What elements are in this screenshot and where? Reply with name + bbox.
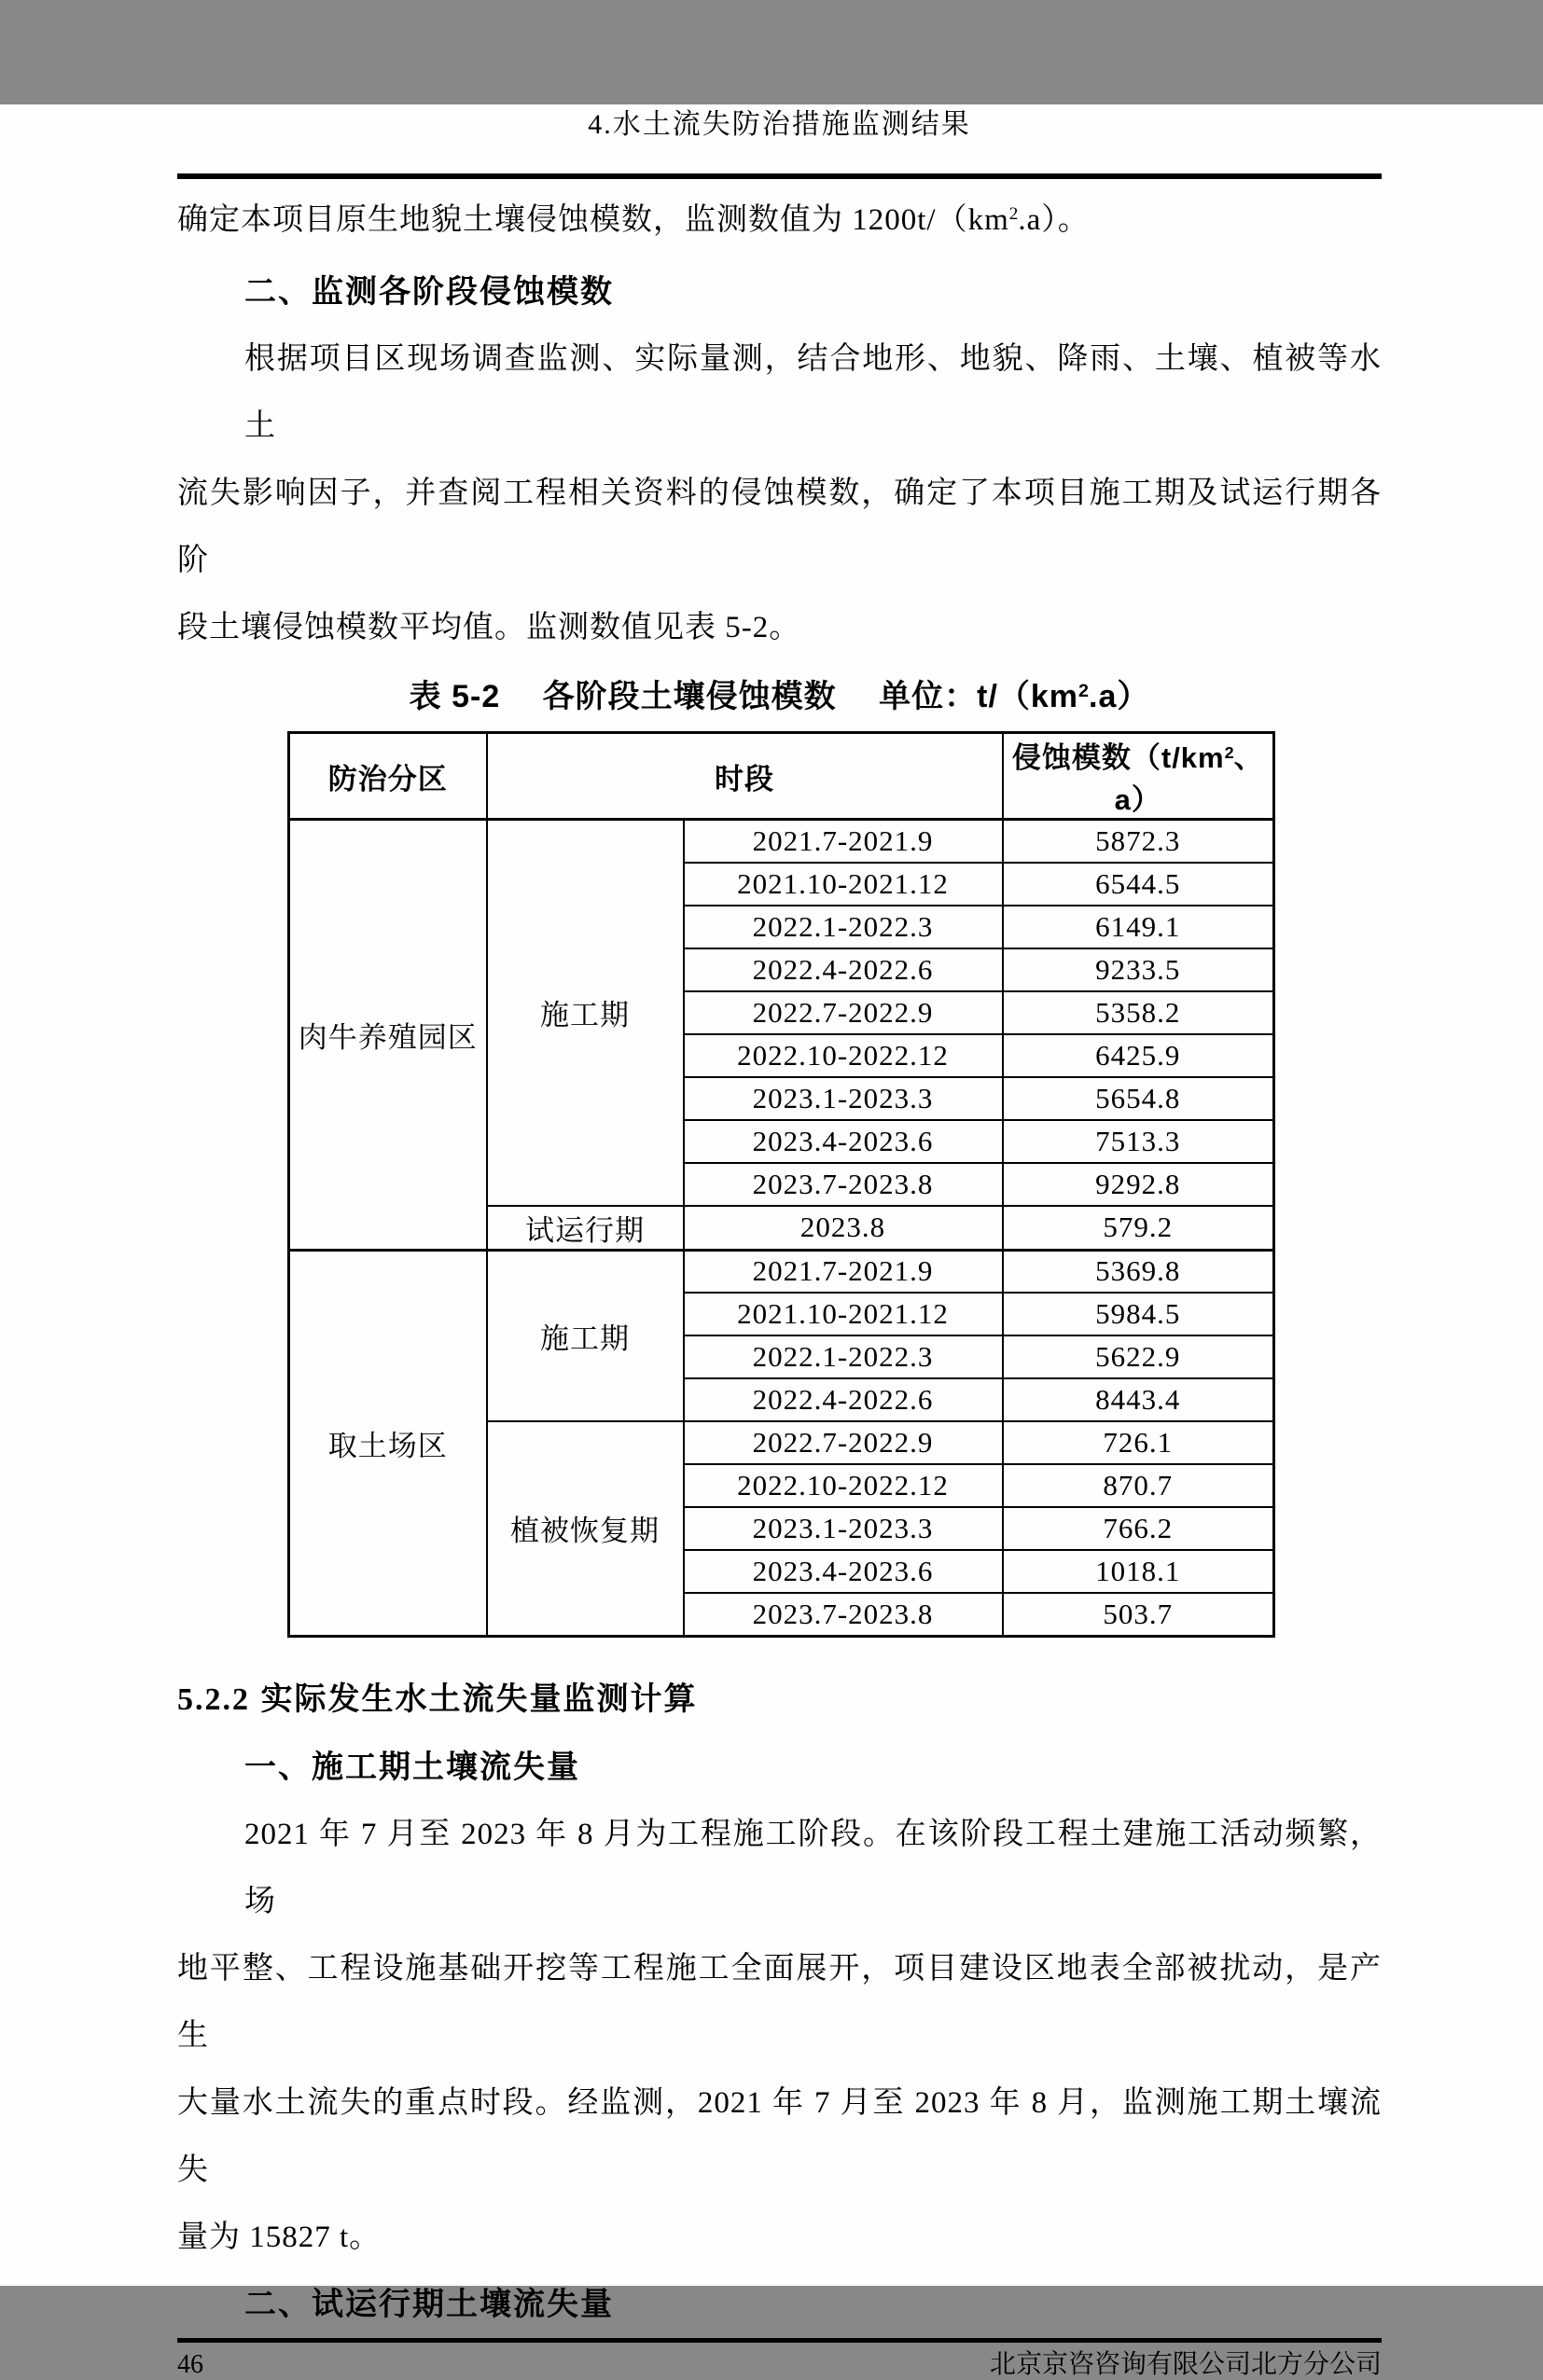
paragraph-line: 根据项目区现场调查监测、实际量测，结合地形、地貌、降雨、土壤、植被等水土: [244, 342, 1382, 443]
page-header: [177, 104, 1382, 179]
period-cell: 2022.10-2022.12: [684, 1464, 1003, 1507]
stage-cell: 施工期: [487, 820, 684, 1206]
footer-company: 北京京咨咨询有限公司北方分公司: [989, 2349, 1382, 2379]
zone-cell: 取土场区: [289, 1250, 487, 1636]
period-cell: 2022.1-2022.3: [684, 1335, 1003, 1378]
period-cell: 2022.10-2022.12: [684, 1034, 1003, 1077]
table-row: [289, 820, 1274, 863]
value-cell: 6149.1: [1003, 906, 1274, 948]
period-cell: 2021.10-2021.12: [684, 1293, 1003, 1335]
subheading-construction-loss: 一、施工期土壤流失量: [244, 1749, 580, 1785]
period-cell: 2023.1-2023.3: [684, 1507, 1003, 1550]
erosion-modulus-table: [287, 731, 1275, 1638]
page-footer: [177, 2338, 1382, 2380]
column-header-zone: 防治分区: [289, 733, 487, 820]
table-row: [289, 1250, 1274, 1293]
stage-cell: 施工期: [487, 1250, 684, 1421]
value-cell: 6425.9: [1003, 1034, 1274, 1077]
period-cell: 2022.4-2022.6: [684, 1378, 1003, 1421]
period-cell: 2021.7-2021.9: [684, 820, 1003, 863]
superscript: 2: [1224, 743, 1234, 763]
header-title: 4.水土流失防治措施监测结果: [588, 109, 971, 140]
paragraph-line: 大量水土流失的重点时段。经监测，2021 年 7 月至 2023 年 8 月，监测施工期土壤流失: [177, 2085, 1382, 2187]
period-cell: 2023.7-2023.8: [684, 1163, 1003, 1206]
value-cell: 1018.1: [1003, 1550, 1274, 1593]
period-cell: 2021.7-2021.9: [684, 1250, 1003, 1293]
subheading-trial-loss: 二、试运行期土壤流失量: [244, 2286, 614, 2322]
text-segment: 确定本项目原生地貌土壤侵蚀模数，监测数值为 1200t/（km: [177, 203, 1009, 237]
paragraph-line: 段土壤侵蚀模数平均值。监测数值见表 5-2。: [177, 611, 801, 644]
value-cell: 5622.9: [1003, 1335, 1274, 1378]
period-cell: 2023.7-2023.8: [684, 1593, 1003, 1636]
column-header-period: 时段: [487, 733, 1003, 820]
table-header-row: [289, 733, 1274, 820]
period-cell: 2022.1-2022.3: [684, 906, 1003, 948]
period-cell: 2022.4-2022.6: [684, 948, 1003, 991]
document-page: [0, 104, 1543, 2379]
text-segment: 侵蚀模数（t/km: [1011, 741, 1225, 774]
value-cell: 870.7: [1003, 1464, 1274, 1507]
paragraph-line: 地平整、工程设施基础开挖等工程施工全面展开，项目建设区地表全部被扰动，是产生: [177, 1951, 1382, 2053]
value-cell: 8443.4: [1003, 1378, 1274, 1421]
paragraph-line: [177, 187, 1382, 258]
column-header-modulus: [1003, 733, 1274, 820]
period-cell: 2023.4-2023.6: [684, 1120, 1003, 1163]
text-segment: .a）。: [1018, 203, 1090, 237]
period-cell: 2021.10-2021.12: [684, 863, 1003, 906]
period-cell: 2022.7-2022.9: [684, 1421, 1003, 1464]
period-cell: 2023.1-2023.3: [684, 1077, 1003, 1120]
value-cell: 503.7: [1003, 1593, 1274, 1636]
value-cell: 5654.8: [1003, 1077, 1274, 1120]
zone-cell: 肉牛养殖园区: [289, 820, 487, 1251]
stage-cell: 植被恢复期: [487, 1421, 684, 1636]
subheading-monitor-stages: 二、监测各阶段侵蚀模数: [244, 274, 614, 310]
period-cell: 2023.8: [684, 1206, 1003, 1251]
superscript: 2: [1078, 681, 1089, 702]
value-cell: 726.1: [1003, 1421, 1274, 1464]
page-number: 46: [177, 2349, 203, 2379]
section-heading-522: [177, 1666, 1382, 1734]
value-cell: 5369.8: [1003, 1250, 1274, 1293]
table-caption: [177, 667, 1382, 731]
value-cell: 766.2: [1003, 1507, 1274, 1550]
period-cell: 2023.4-2023.6: [684, 1550, 1003, 1593]
value-cell: 5358.2: [1003, 991, 1274, 1034]
section-number: 5.2.2: [177, 1681, 250, 1717]
text-segment: .a）: [1089, 679, 1150, 714]
paragraph-line: 流失影响因子，并查阅工程相关资料的侵蚀模数，确定了本项目施工期及试运行期各阶: [177, 477, 1382, 577]
text-segment: 、a）: [1114, 741, 1264, 816]
section-title: 实际发生水土流失量监测计算: [260, 1681, 698, 1717]
value-cell: 5984.5: [1003, 1293, 1274, 1335]
paragraph-line: 2021 年 7 月至 2023 年 8 月为工程施工阶段。在该阶段工程土建施工活动频繁，场: [244, 1817, 1382, 1918]
period-cell: 2022.7-2022.9: [684, 991, 1003, 1034]
value-cell: 9292.8: [1003, 1163, 1274, 1206]
value-cell: 7513.3: [1003, 1120, 1274, 1163]
value-cell: 6544.5: [1003, 863, 1274, 906]
value-cell: 579.2: [1003, 1206, 1274, 1251]
text-segment: 表 5-2 各阶段土壤侵蚀模数 单位：t/（km: [409, 679, 1079, 714]
paragraph-line: 量为 15827 t。: [177, 2220, 382, 2254]
stage-cell: 试运行期: [487, 1206, 684, 1251]
superscript: 2: [1008, 204, 1019, 225]
value-cell: 9233.5: [1003, 948, 1274, 991]
value-cell: 5872.3: [1003, 820, 1274, 863]
